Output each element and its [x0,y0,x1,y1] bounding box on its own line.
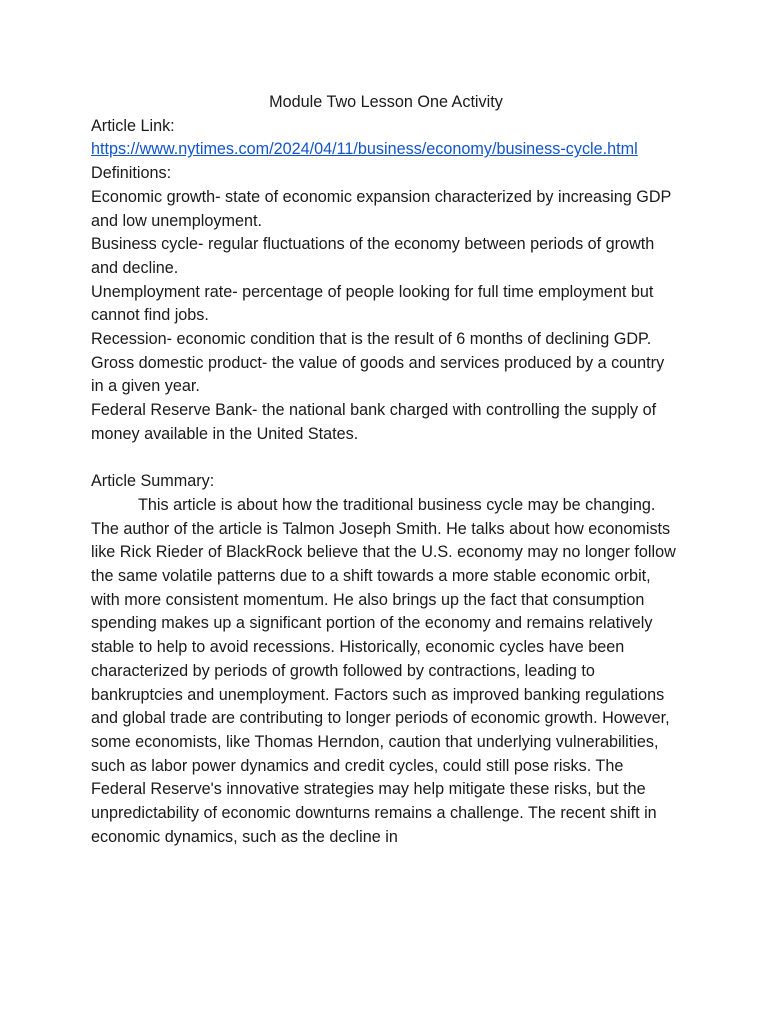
definition-item: Gross domestic product- the value of goods and services produced by a country in a given year. [91,353,665,396]
summary-heading: Article Summary: [91,472,215,491]
paragraph-spacer [91,447,681,471]
document-body [91,91,681,849]
definition-item: Recession- economic condition that is the result of 6 months of declining GDP. [91,330,652,349]
definitions-heading: Definitions: [91,164,172,183]
article-link[interactable]: https://www.nytimes.com/2024/04/11/business/economy/business-cycle.html [91,140,638,159]
definition-item: Federal Reserve Bank- the national bank charged with controlling the supply of money available in the United States. [91,401,657,443]
page-title: Module Two Lesson One Activity [269,93,503,111]
summary-paragraph: This article is about how the traditional business cycle may be changing. The author of the article is Talmon Joseph Smith. He talks about how economists like Rick Rieder of BlackRock believe that the U.S. economy may no longer follow the same volatile patterns due to a shift towards a more stable economic orbit, with more consistent momentum. He also brings up the fact that consumption spending makes up a significant portion of the economy and remains relatively stable to help to avoid recessions. Historically, economic cycles have been characterized by periods of growth followed by contractions, leading to bankruptcies and unemployment. Factors such as improved banking regulations and global trade are contributing to longer periods of economic growth. However, some economists, like Thomas Herndon, caution that underlying vulnerabilities, such as labor power dynamics and credit cycles, could still pose risks. The Federal Reserve's innovative strategies may help mitigate these risks, but the unpredictability of economic downturns remains a challenge. The recent shift in economic dynamics, such as the decline in [91,495,676,846]
definition-item: Economic growth- state of economic expansion characterized by increasing GDP and low unemployment. [91,187,672,230]
article-link-label: Article Link: [91,116,175,135]
definition-item: Unemployment rate- percentage of people looking for full time employment but cannot find jobs. [91,282,654,325]
definition-item: Business cycle- regular fluctuations of the economy between periods of growth and decline. [91,235,655,277]
